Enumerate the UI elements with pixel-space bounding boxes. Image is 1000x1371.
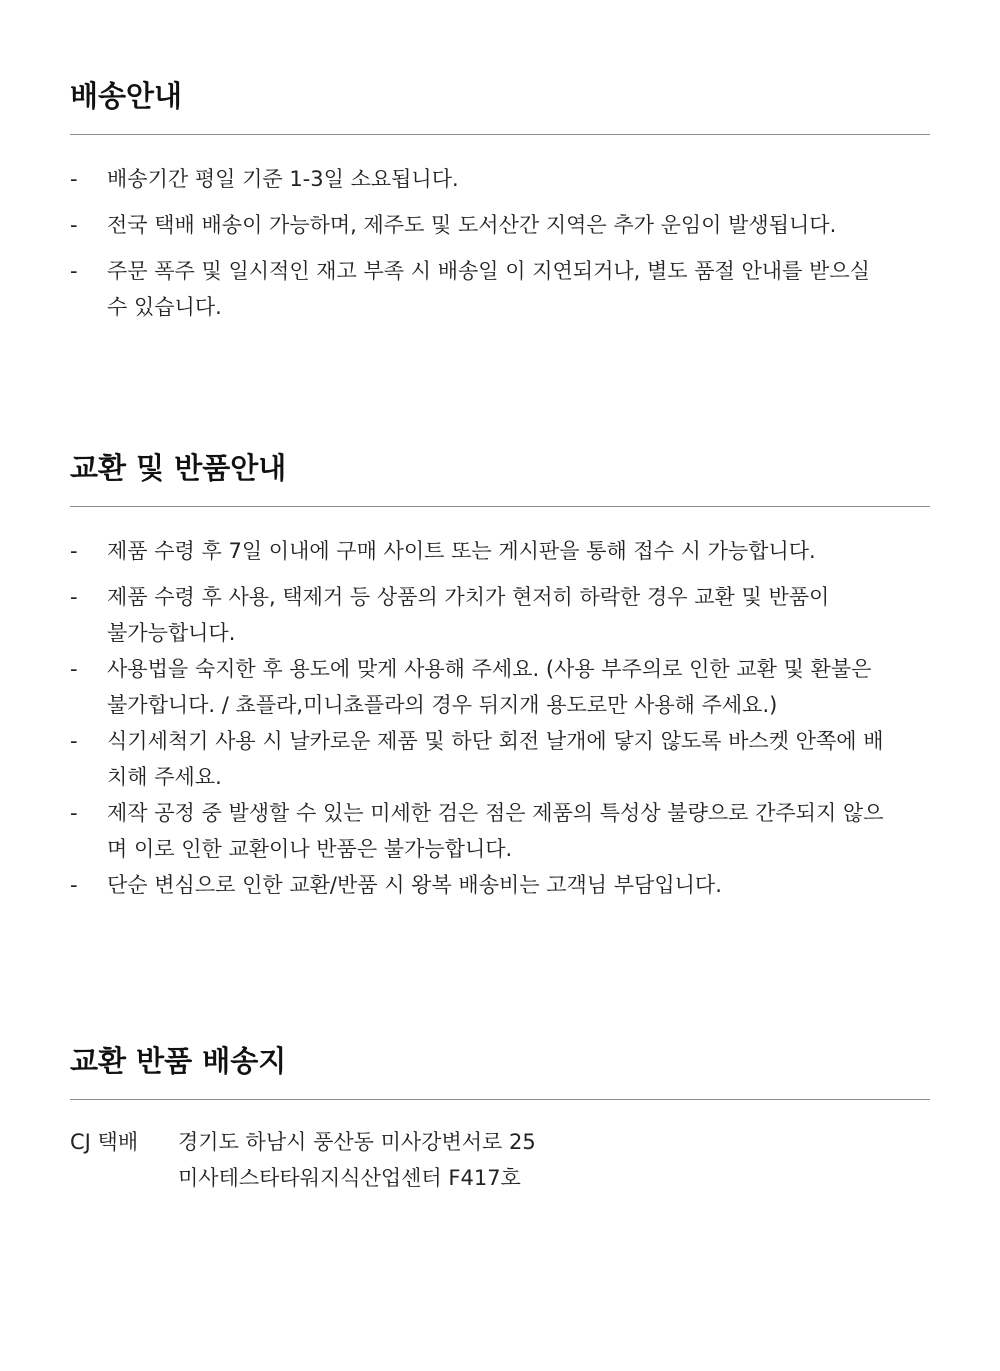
dash-bullet: - xyxy=(70,585,78,609)
return-address-title: 교환 반품 배송지 xyxy=(70,1044,287,1078)
list-item-text-line: 제작 공정 중 발생할 수 있는 미세한 검은 점은 제품의 특성상 불량으로 간주되지 않으 xyxy=(107,801,884,825)
list-item-text: 배송기간 평일 기준 1-3일 소요됩니다. xyxy=(107,167,459,191)
exchange-return-list xyxy=(70,533,930,903)
return-address-section xyxy=(70,1041,930,1196)
carrier-name: CJ 택배 xyxy=(70,1130,139,1154)
address-line: 미사테스타타워지식산업센터 F417호 xyxy=(178,1166,521,1190)
shipping-info-list xyxy=(70,161,930,325)
list-item-text: 전국 택배 배송이 가능하며, 제주도 및 도서산간 지역은 추가 운임이 발생됩니다. xyxy=(107,213,837,237)
list-item-text-line: 주문 폭주 및 일시적인 재고 부족 시 배송일 이 지연되거나, 별도 품절 안내를 받으실 xyxy=(107,259,870,283)
section-divider xyxy=(70,134,930,135)
list-item xyxy=(70,253,930,325)
list-item-text-line: 사용법을 숙지한 후 용도에 맞게 사용해 주세요. (사용 부주의로 인한 교환 및 환불은 xyxy=(107,657,872,681)
exchange-return-title: 교환 및 반품안내 xyxy=(70,451,287,485)
return-address xyxy=(178,1124,536,1196)
list-item-text-line: 제품 수령 후 사용, 택제거 등 상품의 가치가 현저히 하락한 경우 교환 및 반품이 xyxy=(107,585,830,609)
list-item xyxy=(70,207,930,243)
dash-bullet: - xyxy=(70,213,78,237)
list-item xyxy=(70,533,930,569)
list-item xyxy=(70,651,930,723)
dash-bullet: - xyxy=(70,801,78,825)
exchange-return-section xyxy=(70,448,930,903)
list-item-text-line: 불가합니다. / 쵸플라,미니쵸플라의 경우 뒤지개 용도로만 사용해 주세요.) xyxy=(107,693,778,717)
list-item-text-line: 식기세척기 사용 시 날카로운 제품 및 하단 회전 날개에 닿지 않도록 바스켓 안쪽에 배 xyxy=(107,729,884,753)
address-line: 경기도 하남시 풍산동 미사강변서로 25 xyxy=(178,1130,536,1154)
dash-bullet: - xyxy=(70,729,78,753)
dash-bullet: - xyxy=(70,657,78,681)
return-address-row xyxy=(70,1124,930,1196)
list-item xyxy=(70,867,930,903)
dash-bullet: - xyxy=(70,259,78,283)
list-item-text-line: 며 이로 인한 교환이나 반품은 불가능합니다. xyxy=(107,837,513,861)
list-item-text-line: 불가능합니다. xyxy=(107,621,236,645)
section-divider xyxy=(70,506,930,507)
dash-bullet: - xyxy=(70,167,78,191)
list-item xyxy=(70,723,930,795)
list-item-text-line: 수 있습니다. xyxy=(107,295,222,319)
section-divider xyxy=(70,1099,930,1100)
list-item-text: 단순 변심으로 인한 교환/반품 시 왕복 배송비는 고객님 부담입니다. xyxy=(107,873,722,897)
list-item xyxy=(70,795,930,867)
list-item-text: 제품 수령 후 7일 이내에 구매 사이트 또는 게시판을 통해 접수 시 가능합니다. xyxy=(107,539,816,563)
list-item xyxy=(70,161,930,197)
list-item xyxy=(70,579,930,651)
shipping-info-title: 배송안내 xyxy=(70,79,183,113)
shipping-info-section xyxy=(70,76,930,325)
dash-bullet: - xyxy=(70,873,78,897)
list-item-text-line: 치해 주세요. xyxy=(107,765,222,789)
dash-bullet: - xyxy=(70,539,78,563)
